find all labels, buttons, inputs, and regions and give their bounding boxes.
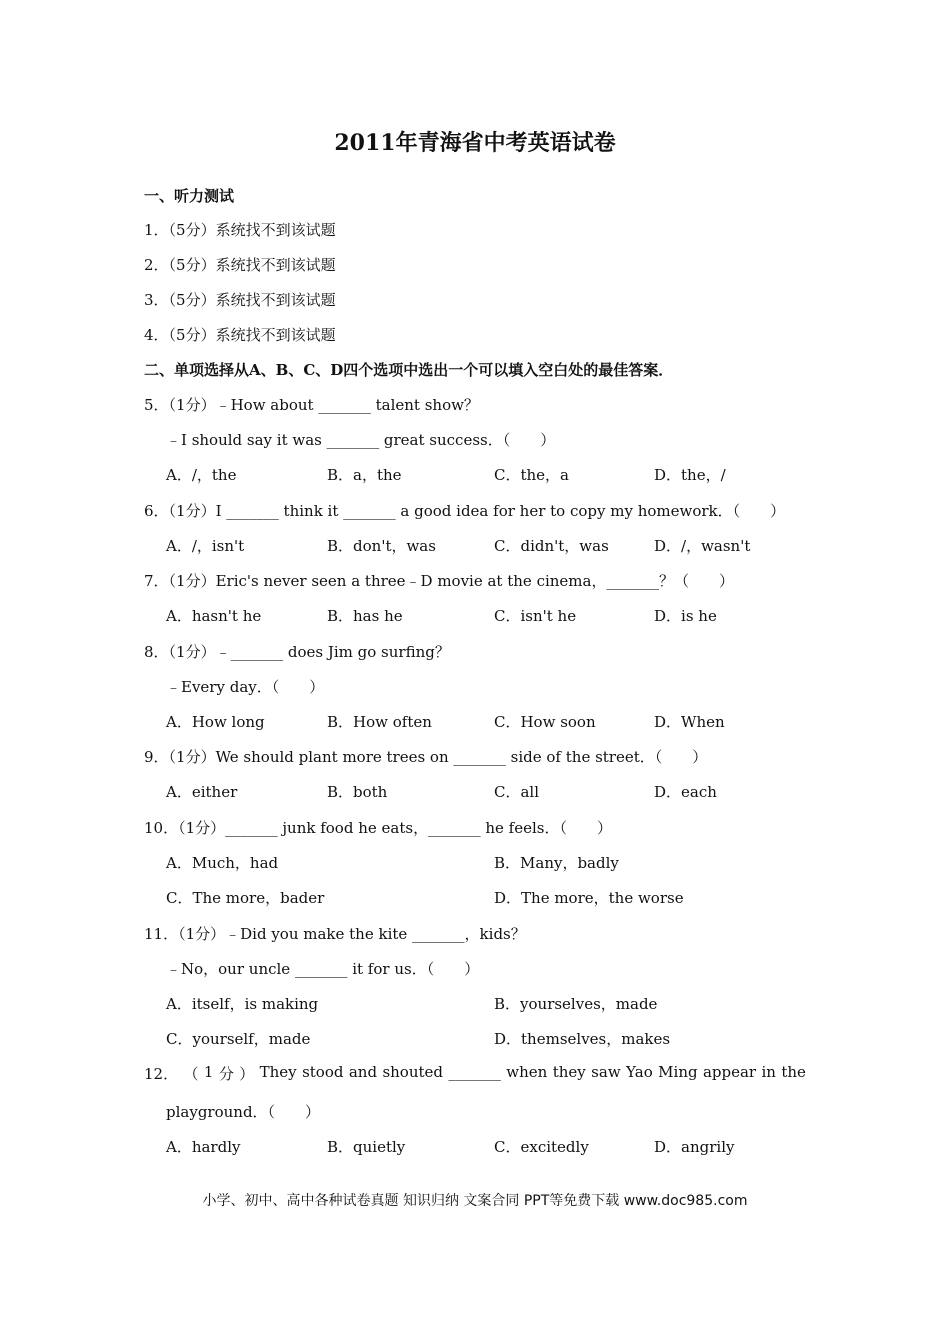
question-10-option-d: D．The more，the worse xyxy=(494,889,684,907)
question-8-line2: ﹣Every day．（ ） xyxy=(166,678,325,696)
question-8-stem: 8．（1分）﹣_______ does Jim go surfing？ xyxy=(144,643,450,661)
question-11-option-d: D．themselves，makes xyxy=(494,1030,671,1048)
page-title: 2011年青海省中考英语试卷 xyxy=(334,130,616,156)
question-9-option-b: B．both xyxy=(327,783,388,801)
q12-word: and xyxy=(348,1063,378,1081)
question-11-option-b: B．yourselves，made xyxy=(494,995,658,1013)
question-11-stem: 11．（1分）﹣Did you make the kite _______，kids？ xyxy=(144,925,526,943)
footer-text: 小学、初中、高中各种试卷真题 知识归纳 文案合同 PPT等免费下载 www.doc985.com xyxy=(202,1193,748,1209)
question-10-option-c: C．The more，bader xyxy=(166,889,325,907)
q12-word: Ming xyxy=(658,1063,698,1081)
question-8-option-b: B．How often xyxy=(327,713,432,731)
question-10-option-b: B．Many，badly xyxy=(494,854,619,872)
question-6-option-c: C．didn't，was xyxy=(494,537,609,555)
question-11-option-c: C．yourself，made xyxy=(166,1030,311,1048)
question-5-option-b: B．a，the xyxy=(327,466,402,484)
question-7-option-b: B．has he xyxy=(327,607,403,625)
question-10-option-a: A．Much，had xyxy=(166,854,279,872)
question-7-option-c: C．isn't he xyxy=(494,607,577,625)
question-12-option-b: B．quietly xyxy=(327,1138,406,1156)
q12-word: 12． xyxy=(144,1065,179,1083)
q12-word: the xyxy=(781,1063,806,1081)
q12-word: _______ xyxy=(448,1063,501,1081)
question-5-line2: ﹣I should say it was _______ great success．（ ） xyxy=(166,431,556,449)
q12-word: 1 xyxy=(203,1063,214,1081)
question-7-option-a: A．hasn't he xyxy=(166,607,262,625)
question-9-stem: 9．（1分）We should plant more trees on _______ side of the street．（ ） xyxy=(144,748,708,766)
question-6-option-b: B．don't，was xyxy=(327,537,436,555)
q12-word: saw xyxy=(591,1063,621,1081)
q12-word: shouted xyxy=(382,1063,444,1081)
question-7-option-d: D．is he xyxy=(654,607,717,625)
question-9-option-d: D．each xyxy=(654,783,717,801)
question-7-stem: 7．（1分）Eric's never seen a three﹣D movie at the cinema，_______？（ ） xyxy=(144,572,734,590)
q12-word: ） xyxy=(239,1065,255,1083)
question-12-stem xyxy=(144,1063,806,1084)
question-5-stem: 5．（1分）﹣How about _______ talent show？ xyxy=(144,396,479,414)
q12-word: appear xyxy=(702,1063,757,1081)
question-5-option-d: D．the，/ xyxy=(654,466,726,484)
section-heading-choice: 二、单项选择从A、B、C、D四个选项中选出一个可以填入空白处的最佳答案． xyxy=(144,361,674,379)
question-8-option-a: A．How long xyxy=(166,713,265,731)
q12-word: in xyxy=(761,1063,776,1081)
section-heading-listening: 一、听力测试 xyxy=(144,187,235,205)
question-4: 4．（5分）系统找不到该试题 xyxy=(144,326,336,344)
question-11-option-a: A．itself，is making xyxy=(166,995,319,1013)
question-2: 2．（5分）系统找不到该试题 xyxy=(144,256,336,274)
question-12-line2: playground．（ ） xyxy=(166,1103,321,1121)
q12-word: （ xyxy=(183,1065,199,1083)
question-9-option-a: A．either xyxy=(166,783,238,801)
question-3: 3．（5分）系统找不到该试题 xyxy=(144,291,336,309)
question-1: 1．（5分）系统找不到该试题 xyxy=(144,221,336,239)
question-5-option-c: C．the，a xyxy=(494,466,569,484)
q12-word: 分 xyxy=(218,1065,234,1083)
question-12-option-c: C．excitedly xyxy=(494,1138,589,1156)
question-12-option-d: D．angrily xyxy=(654,1138,735,1156)
question-10-stem: 10．（1分）_______ junk food he eats，_______ he feels．（ ） xyxy=(144,819,612,837)
question-8-option-d: D．When xyxy=(654,713,725,731)
q12-word: Yao xyxy=(626,1063,653,1081)
q12-word: they xyxy=(552,1063,586,1081)
q12-word: stood xyxy=(302,1063,344,1081)
q12-word: when xyxy=(506,1063,548,1081)
question-12-option-a: A．hardly xyxy=(166,1138,241,1156)
question-6-option-a: A．/，isn't xyxy=(166,537,245,555)
question-6-option-d: D．/，wasn't xyxy=(654,537,751,555)
question-9-option-c: C．all xyxy=(494,783,540,801)
question-8-option-c: C．How soon xyxy=(494,713,596,731)
question-11-line2: ﹣No，our uncle _______ it for us．（ ） xyxy=(166,960,480,978)
q12-word: They xyxy=(259,1063,297,1081)
question-6-stem: 6．（1分）I _______ think it _______ a good idea for her to copy my homework．（ ） xyxy=(144,502,786,520)
question-5-option-a: A．/，the xyxy=(166,466,237,484)
